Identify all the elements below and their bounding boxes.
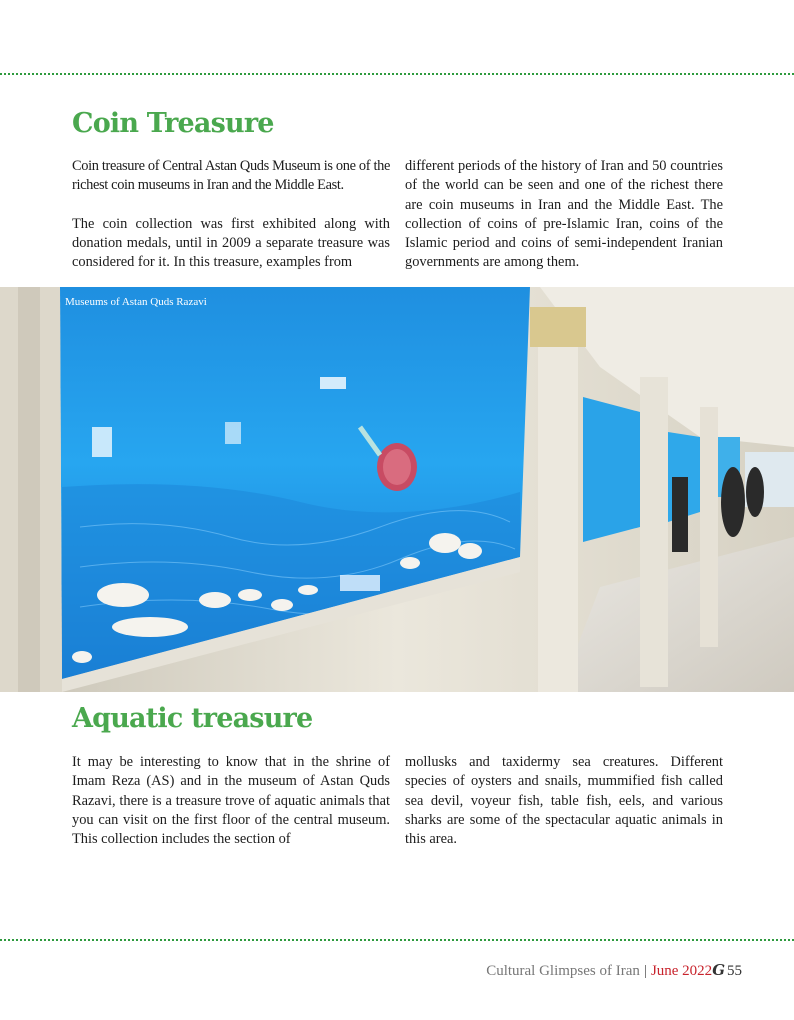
aquatic-paragraph-2: mollusks and taxidermy sea creatures. Different species of oysters and snails, mummified fish called sea devil, voyeur fish, table fish, eels, and various sharks are some of the spectacular aquatic animals in this area. [405,754,723,848]
magazine-name: Cultural Glimpses of Iran [486,963,640,979]
magazine-logo-icon: G [712,961,725,979]
coin-treasure-title: Coin Treasure [72,108,274,139]
issue-date: June 2022 [650,963,713,979]
aquatic-treasure-title: Aquatic treasure [72,703,313,734]
coin-right-column [405,157,723,273]
coin-paragraph-2: The coin collection was first exhibited along with donation medals, until in 2009 a separate treasure was considered for it. In this treasure, examples from [72,215,390,271]
aquarium-illustration [0,287,794,692]
bottom-dotted-rule [0,939,794,941]
aquarium-photo [0,287,794,692]
photo-caption: Museums of Astan Quds Razavi [65,296,207,308]
aquatic-left-column [72,753,390,849]
page-footer [486,961,742,980]
page-number: 55 [727,963,742,979]
footer-separator: | [643,963,647,979]
aquatic-paragraph-1: It may be interesting to know that in the shrine of Imam Reza (AS) and in the museum of Astan Quds Razavi, there is a treasure trove of aquatic animals that you can visit on the first floor of the central museum. This collection includes the section of [72,754,390,848]
coin-paragraph-1: Coin treasure of Central Astan Quds Museum is one of the richest coin museums in Iran and the Middle East. [72,158,390,194]
top-dotted-rule [0,73,794,75]
aquatic-right-column [405,753,723,849]
coin-left-column [72,157,390,272]
coin-paragraph-3: different periods of the history of Iran and 50 countries of the world can be seen and one of the richest there are coin museums in Iran and the Middle East. The collection of coins of pre-Islamic Iran, coins of the Islamic period and coins of semi-independent Iranian governments are among them. [405,158,723,271]
